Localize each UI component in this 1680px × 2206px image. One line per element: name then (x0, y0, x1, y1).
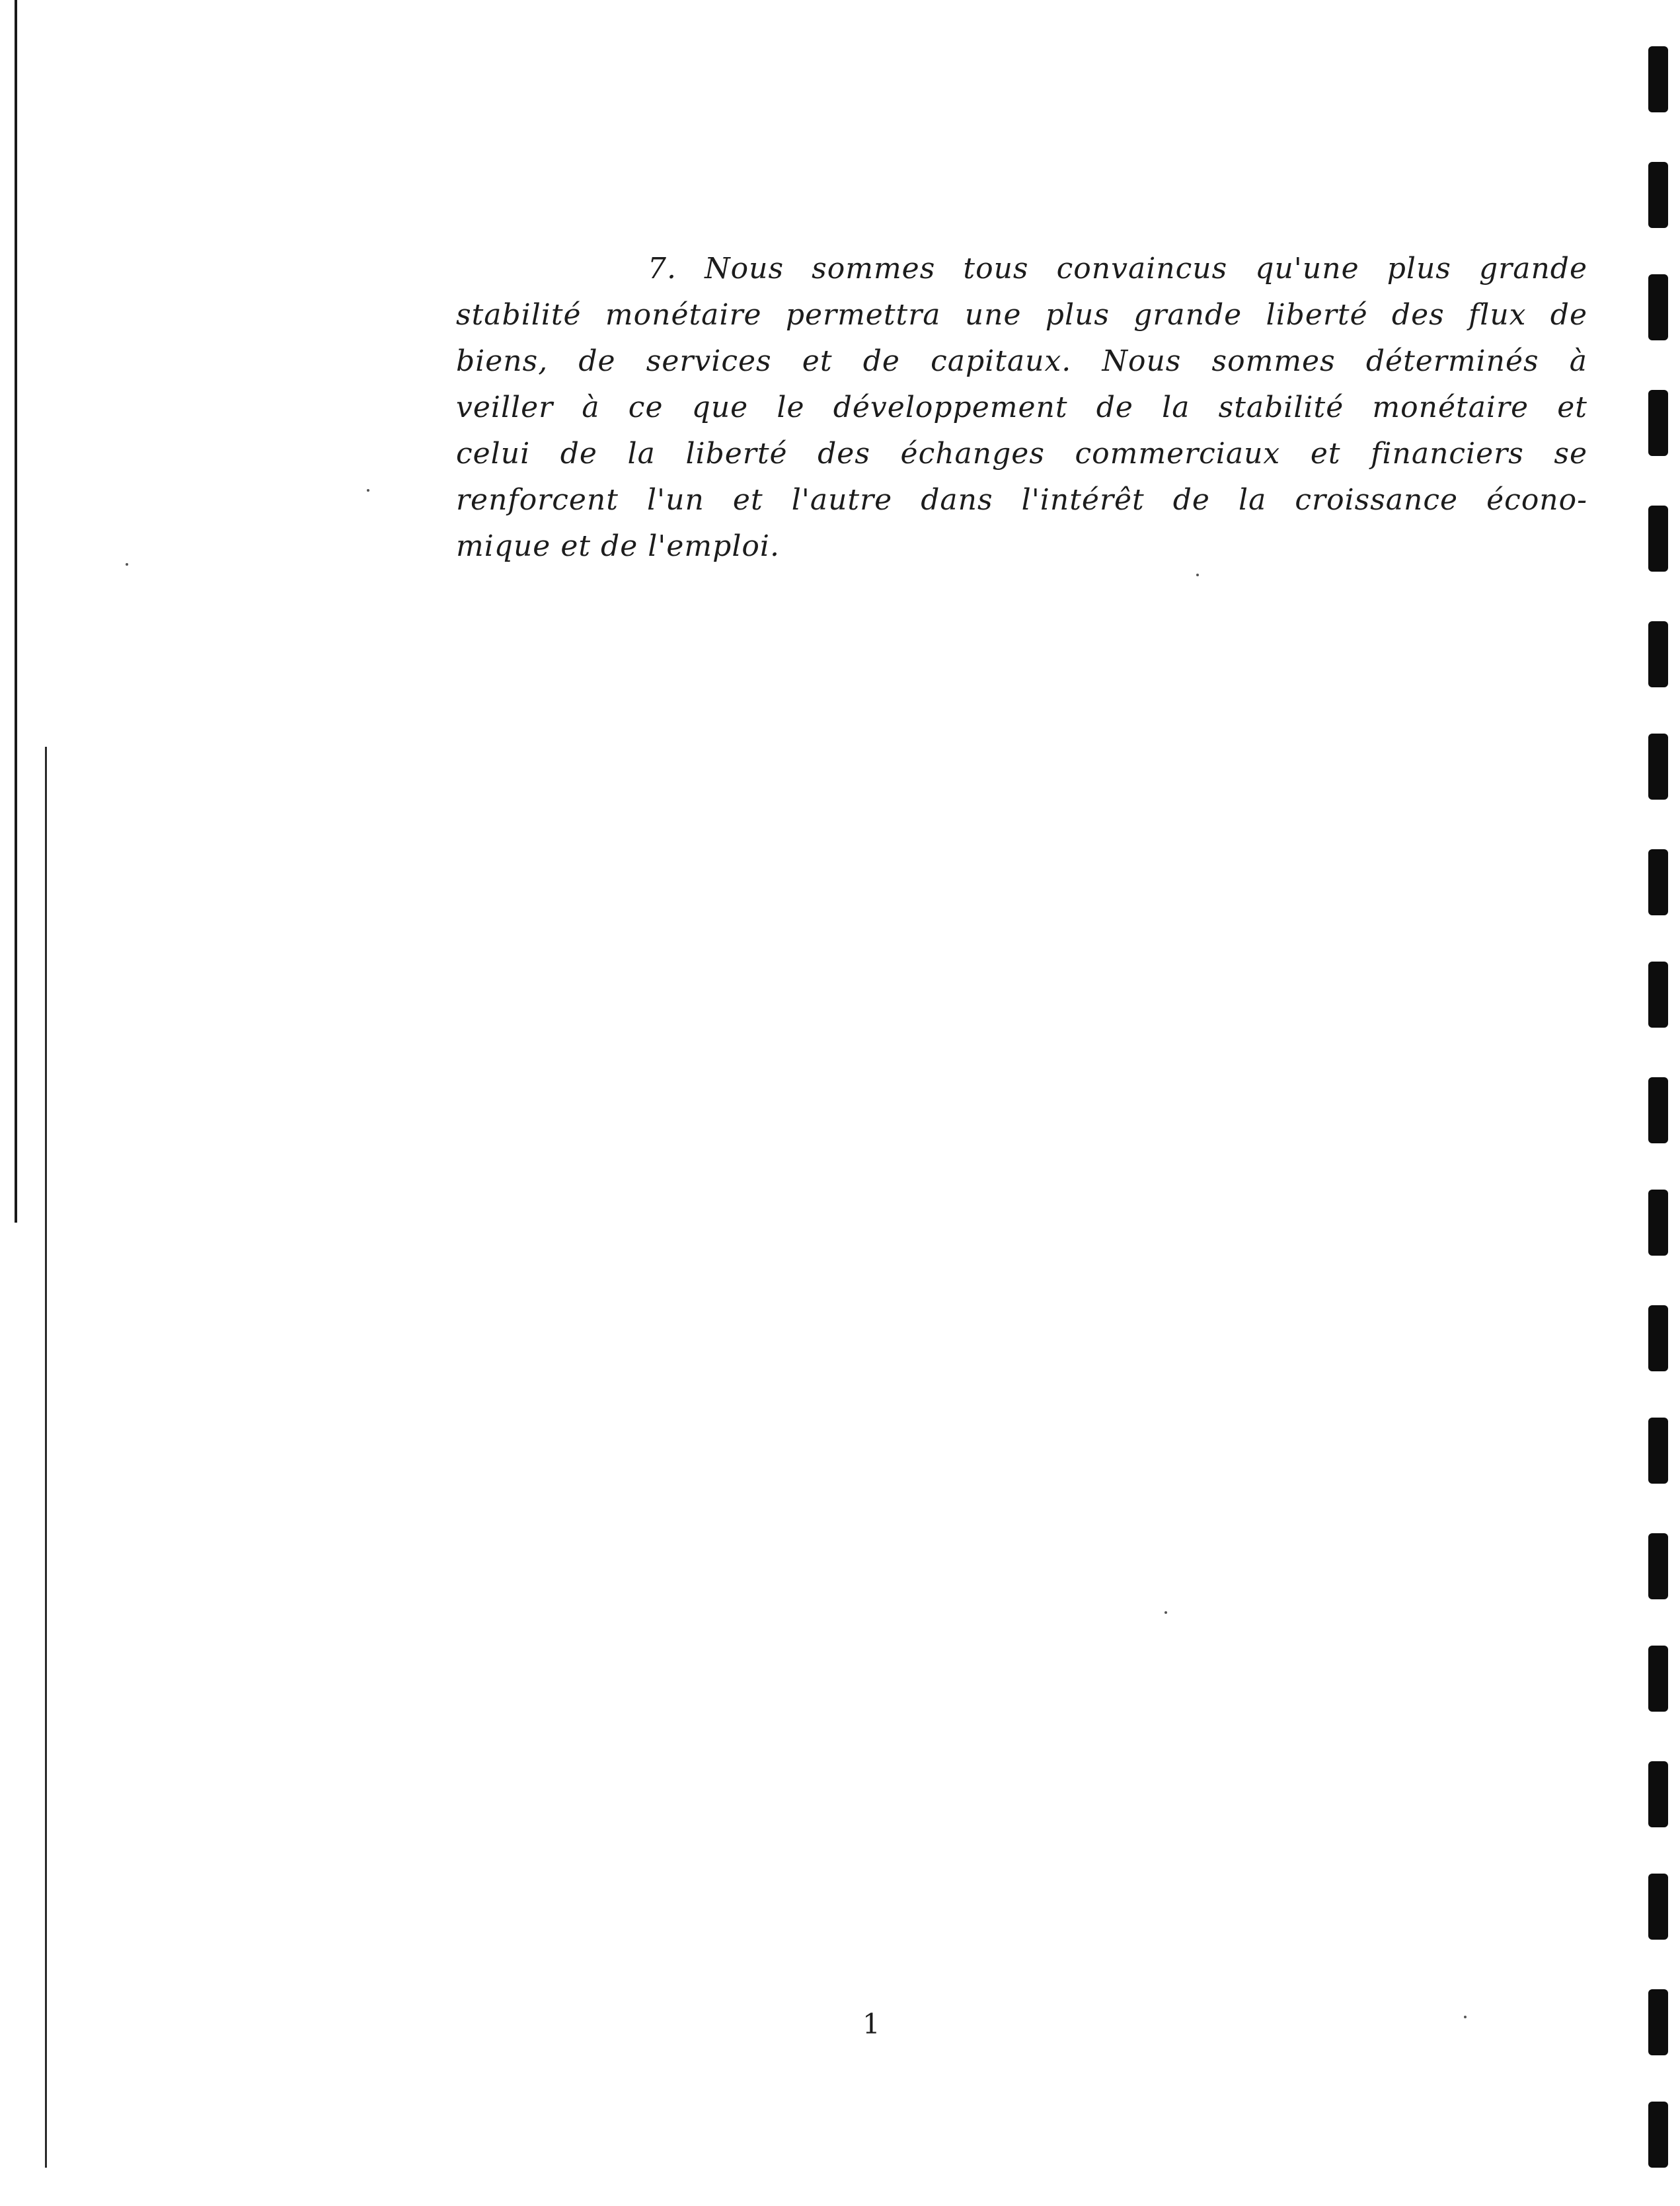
scan-speck (1196, 574, 1199, 576)
paragraph-line: celui de la liberté des échanges commerciaux et financiers se (456, 437, 1587, 471)
punch-mark (1648, 1874, 1668, 1940)
punch-mark (1648, 1761, 1668, 1827)
punch-mark (1648, 2102, 1668, 2168)
punch-mark (1648, 390, 1668, 456)
page-number: 1 (862, 2008, 880, 2040)
paragraph-line: biens, de services et de capitaux. Nous sommes déterminés à (456, 344, 1587, 378)
punch-mark (1648, 962, 1668, 1028)
paragraph-7 (456, 246, 1587, 570)
paragraph-line: veiller à ce que le développement de la stabilité monétaire et (456, 391, 1587, 424)
scan-speck (126, 563, 128, 566)
punch-mark (1648, 46, 1668, 112)
scan-speck (1165, 1611, 1167, 1614)
punch-mark (1648, 849, 1668, 915)
punch-mark (1648, 506, 1668, 572)
scan-speck (1464, 2016, 1467, 2018)
punch-mark (1648, 1989, 1668, 2055)
paragraph-line: renforcent l'un et l'autre dans l'intérêt de la croissance écono- (456, 483, 1587, 517)
punch-mark (1648, 621, 1668, 687)
paragraph-line: 7. Nous sommes tous convaincus qu'une plus grande (648, 252, 1587, 285)
punch-mark (1648, 1646, 1668, 1712)
punch-mark (1648, 162, 1668, 228)
left-margin-rule (15, 0, 17, 1223)
punch-mark (1648, 1305, 1668, 1371)
left-inner-margin-rule (45, 747, 47, 2168)
paragraph-line: mique et de l'emploi. (456, 529, 780, 563)
punch-mark (1648, 1190, 1668, 1256)
punch-mark (1648, 734, 1668, 800)
scan-speck (367, 489, 369, 492)
punch-mark (1648, 1418, 1668, 1484)
right-edge-punch-marks (1640, 0, 1680, 2206)
paragraph-line: stabilité monétaire permettra une plus grande liberté des flux de (456, 298, 1587, 332)
punch-mark (1648, 274, 1668, 340)
punch-mark (1648, 1077, 1668, 1143)
punch-mark (1648, 1533, 1668, 1599)
